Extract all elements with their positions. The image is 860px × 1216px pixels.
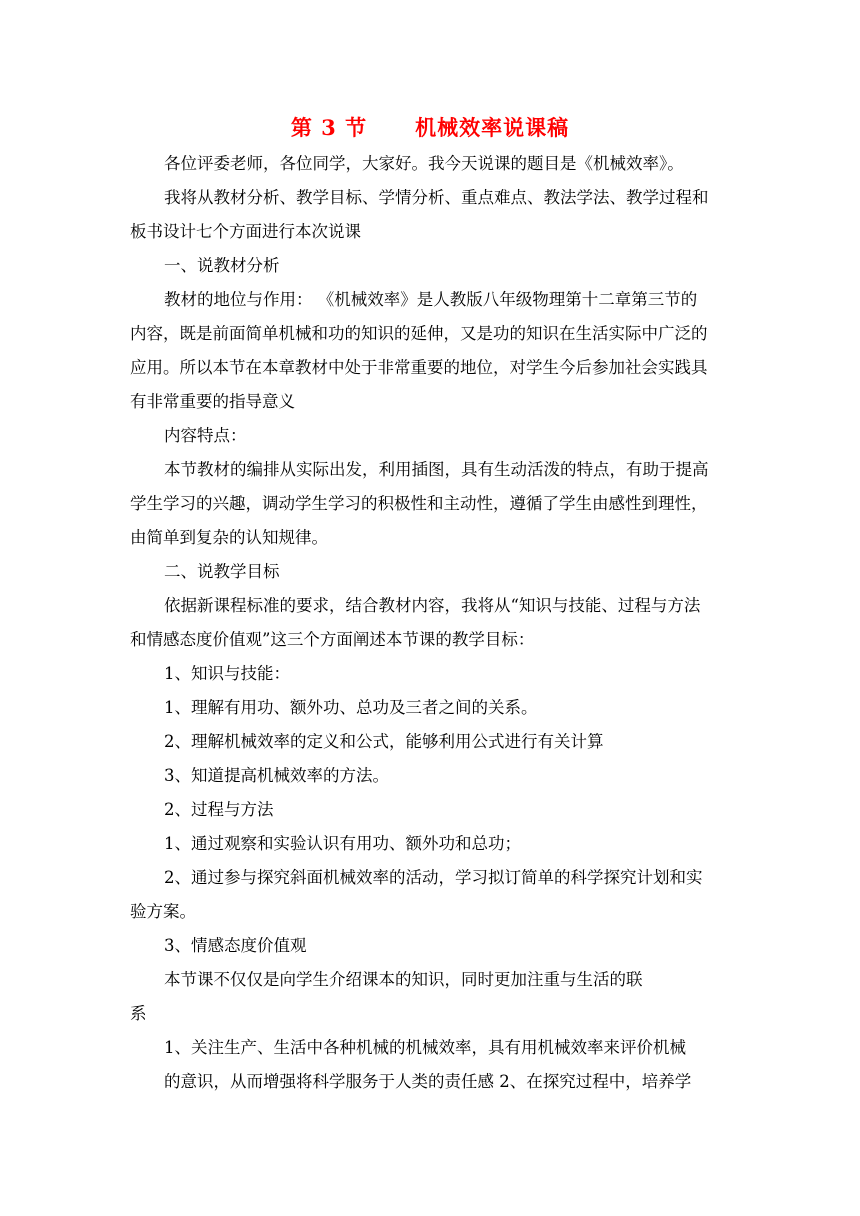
paragraph-line: 验方案。 bbox=[130, 902, 196, 921]
list-item: 2、通过参与探究斜面机械效率的活动，学习拟订简单的科学探究计划和实 bbox=[164, 868, 703, 887]
subheading: 内容特点： bbox=[164, 426, 247, 445]
paragraph-line: 应用。所以本节在本章教材中处于非常重要的地位，对学生今后参加社会实践具 bbox=[130, 358, 708, 377]
paragraph-line: 本节课不仅仅是向学生介绍课本的知识，同时更加注重与生活的联 bbox=[164, 970, 643, 989]
paragraph-line: 依据新课程标准的要求，结合教材内容，我将从“知识与技能、过程与方法 bbox=[164, 596, 701, 615]
paragraph-line: 板书设计七个方面进行本次说课 bbox=[130, 222, 361, 241]
paragraph-line: 本节教材的编排从实际出发，利用插图，具有生动活泼的特点，有助于提高 bbox=[164, 460, 709, 479]
paragraph-line: 的意识，从而增强将科学服务于人类的责任感 2、在探究过程中，培养学 bbox=[164, 1072, 692, 1091]
list-item: 2、理解机械效率的定义和公式，能够利用公式进行有关计算 bbox=[164, 732, 604, 751]
list-item: 1、通过观察和实验认识有用功、额外功和总功； bbox=[164, 834, 521, 853]
page-title bbox=[0, 112, 860, 142]
paragraph-line: 教材的地位与作用： 《机械效率》是人教版八年级物理第十二章第三节的 bbox=[164, 290, 698, 309]
list-heading: 1、知识与技能： bbox=[164, 664, 290, 683]
list-item: 3、知道提高机械效率的方法。 bbox=[164, 766, 389, 785]
lesson-title: 机械效率说课稿 bbox=[415, 115, 570, 140]
section-number: 第 3 节 bbox=[290, 115, 368, 140]
paragraph-line: 系 bbox=[130, 1004, 147, 1023]
paragraph-line: 我将从教材分析、教学目标、学情分析、重点难点、教法学法、教学过程和 bbox=[164, 188, 709, 207]
list-heading: 2、过程与方法 bbox=[164, 800, 274, 819]
paragraph-line: 由简单到复杂的认知规律。 bbox=[130, 528, 328, 547]
paragraph-line: 有非常重要的指导意义 bbox=[130, 392, 295, 411]
paragraph-line: 内容，既是前面简单机械和功的知识的延伸，又是功的知识在生活实际中广泛的 bbox=[130, 324, 708, 343]
section-heading: 一、说教材分析 bbox=[164, 256, 280, 275]
list-item: 1、关注生产、生活中各种机械的机械效率，具有用机械效率来评价机械 bbox=[164, 1038, 686, 1057]
list-heading: 3、情感态度价值观 bbox=[164, 936, 307, 955]
paragraph-line: 学生学习的兴趣，调动学生学习的积极性和主动性，遵循了学生由感性到理性， bbox=[130, 494, 708, 513]
list-item: 1、理解有用功、额外功、总功及三者之间的关系。 bbox=[164, 698, 538, 717]
paragraph-line: 和情感态度价值观”这三个方面阐述本节课的教学目标： bbox=[130, 630, 535, 649]
section-heading: 二、说教学目标 bbox=[164, 562, 280, 581]
paragraph-line: 各位评委老师，各位同学，大家好。我今天说课的题目是《机械效率》。 bbox=[164, 154, 684, 173]
